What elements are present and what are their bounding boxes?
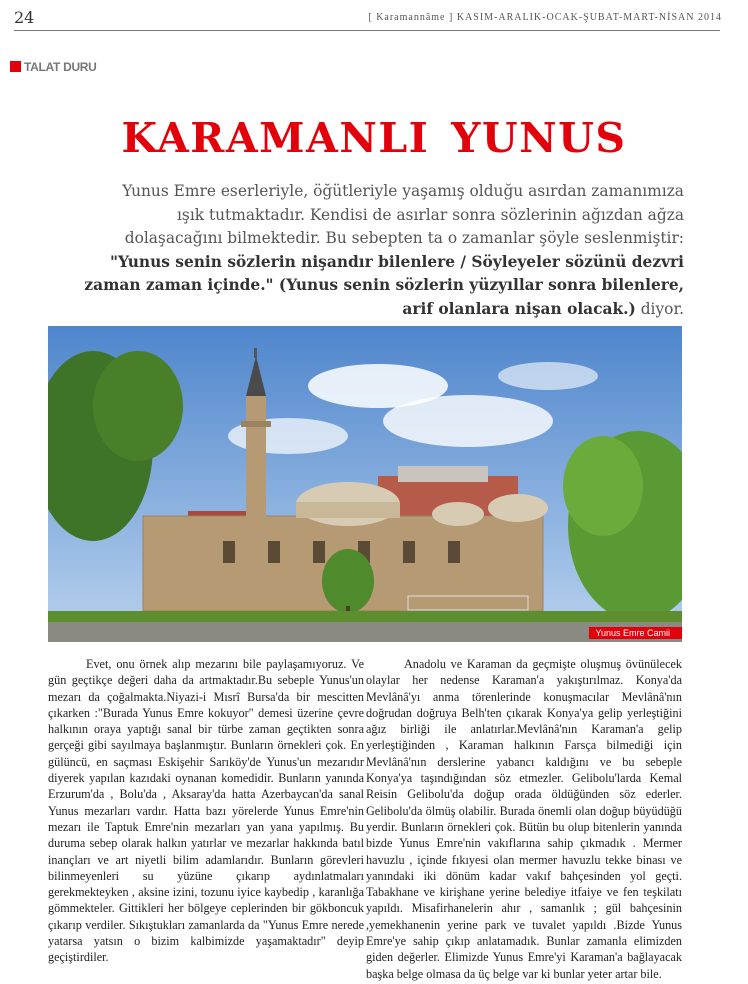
article-intro	[72, 180, 684, 321]
photo-caption: Yunus Emre Camii	[589, 627, 682, 639]
intro-quote-line: "Yunus senin sözlerin nişandır bilenlere / Söyleyeler sözünü dezvri	[110, 252, 684, 271]
article-column-right	[366, 656, 682, 982]
intro-line: Yunus Emre eserleriyle, öğütleriyle yaşamış olduğu asırdan zamanımıza	[122, 182, 684, 200]
header-rule	[14, 30, 720, 31]
mosque-photo	[48, 326, 682, 642]
article-column-left	[48, 656, 364, 966]
intro-end: diyor.	[635, 299, 684, 318]
page-header	[14, 8, 734, 30]
issue-info: [ Karamannâme ] KASIM-ARALIK-OCAK-ŞUBAT-MART-NİSAN 2014	[368, 12, 722, 23]
article-title: KARAMANLI YUNUS	[121, 114, 627, 162]
mosque-illustration	[48, 326, 682, 642]
article-paragraph: Evet, onu örnek alıp mezarını bile paylaşamıyoruz. Ve gün geçtikçe değeri daha da artmaktadır.Bu sebeple Yunus'un mezarı da çoğalmakta.Niyazi-i Mısrî Bursa'da bir mescitten çıkarken :"Burada Yunus Emre kokuyor" demesi üzerine çevre halkının oraya yaptığı sanal bir türbe zaman geçtikten sonra gerçeği gibi sayılmaya başlanmıştır. Bunların örnekleri çok. En gülüncü, en saçması Eskişehir Sarıköy'de Yunus'un mezarıdır diyerek yapılan kazıdaki oynanan komedidir. Bunların yanında Erzurum'da , Bolu'da , Aksaray'da hatta Azerbaycan'da sanal Yunus mezarları vardır. Hatta bazı yörelerde Yunus Emre'nin mezarı ile Taptuk Emre'nin mezarları yan yana yapılmış. Bu duruma sebep olarak halkın yatırlar ve mezarlar hakkında batıl inançları ve art niyetli bilim adamlarıdır. Bunların görevleri bilinmeyenleri su yüzüne çıkarıp aydınlatmaları gerekmekteyken , aksine izini, tozunu iyice kaybedip , karanlığa gömmekteler. Gittikleri her bölgeye ceplerinden bir gökboncuk çıkarıp verdiler. Sıkıştukları zamanlarda da "Yunus Emre nerede yatarsa yatsın o bizim kalbimizde yaşamaktadır" deyip geçiştirdiler.	[48, 657, 364, 965]
intro-line: dolaşacağını bilmektedir. Bu sebepten ta o zamanlar şöyle seslenmiştir:	[124, 229, 684, 247]
article-paragraph: Anadolu ve Karaman da geçmişte oluşmuş övünülecek olaylar her nedense Karaman'a yakıştırılmaz. Konya'da Mevlânâ'yı anma törenlerinde konuşmacılar Mevlânâ'nın doğrudan doğruya Belh'ten çıkarak Konya'ya gelip yerleştiğini ağız birliği ile anlatırlar.Mevlânâ'nın Karaman'a gelip yerleştiğinden , Karaman halkının Farsça bilmediği için Mevlânâ'nın derslerine yabancı kaldığını ve bu sebeple Konya'ya taşındığından söz etmezler. Gelibolu'larda Kemal Reisin Gelibolu'da doğup orada öldüğünden söz ederler. Gelibolu'da ölmüş olabilir. Burada önemli olan doğup büyüdüğü yerdir. Bunların örnekleri çok. Bütün bu olup bitenlerin yanında bizde Yunus Emre'nin vakıflarına sahip çıkmadık . Mermer havuzlu , içinde fıkıyesi olan mermer havuzlu tekke binası ve yanındaki iki dönüm kadar vakıf bahçesinden yol geçti. Tabakhane ve kirişhane yerine belediye itfaiye ve fen teşkilatı yapıldı. Misafirhanelerin ahır , samanlık ; gül bahçesinin ,yemekhanenin yerine park ve tuvalet yapıldı .Bizde Yunus Emre'ye sahip çıkıp anlatamadık. Bunlar zamanla elimizden giden değerler. Elimizde Yunus Emre'yi Karaman'a bağlayacak başka belge olmasa da üç belge var ki bunlar yeter artar bile.	[366, 657, 682, 981]
author-marker-icon	[10, 61, 21, 72]
intro-quote-line: arif olanlara nişan olacak.)	[402, 299, 636, 318]
page-number: 24	[14, 8, 35, 27]
intro-quote-line: zaman zaman içinde." (Yunus senin sözlerin yüzyıllar sonra bilenlere,	[84, 276, 684, 294]
author-name: TALAT DURU	[24, 60, 97, 74]
intro-line: ışık tutmaktadır. Kendisi de asırlar sonra sözlerinin ağızdan ağza	[177, 205, 684, 224]
